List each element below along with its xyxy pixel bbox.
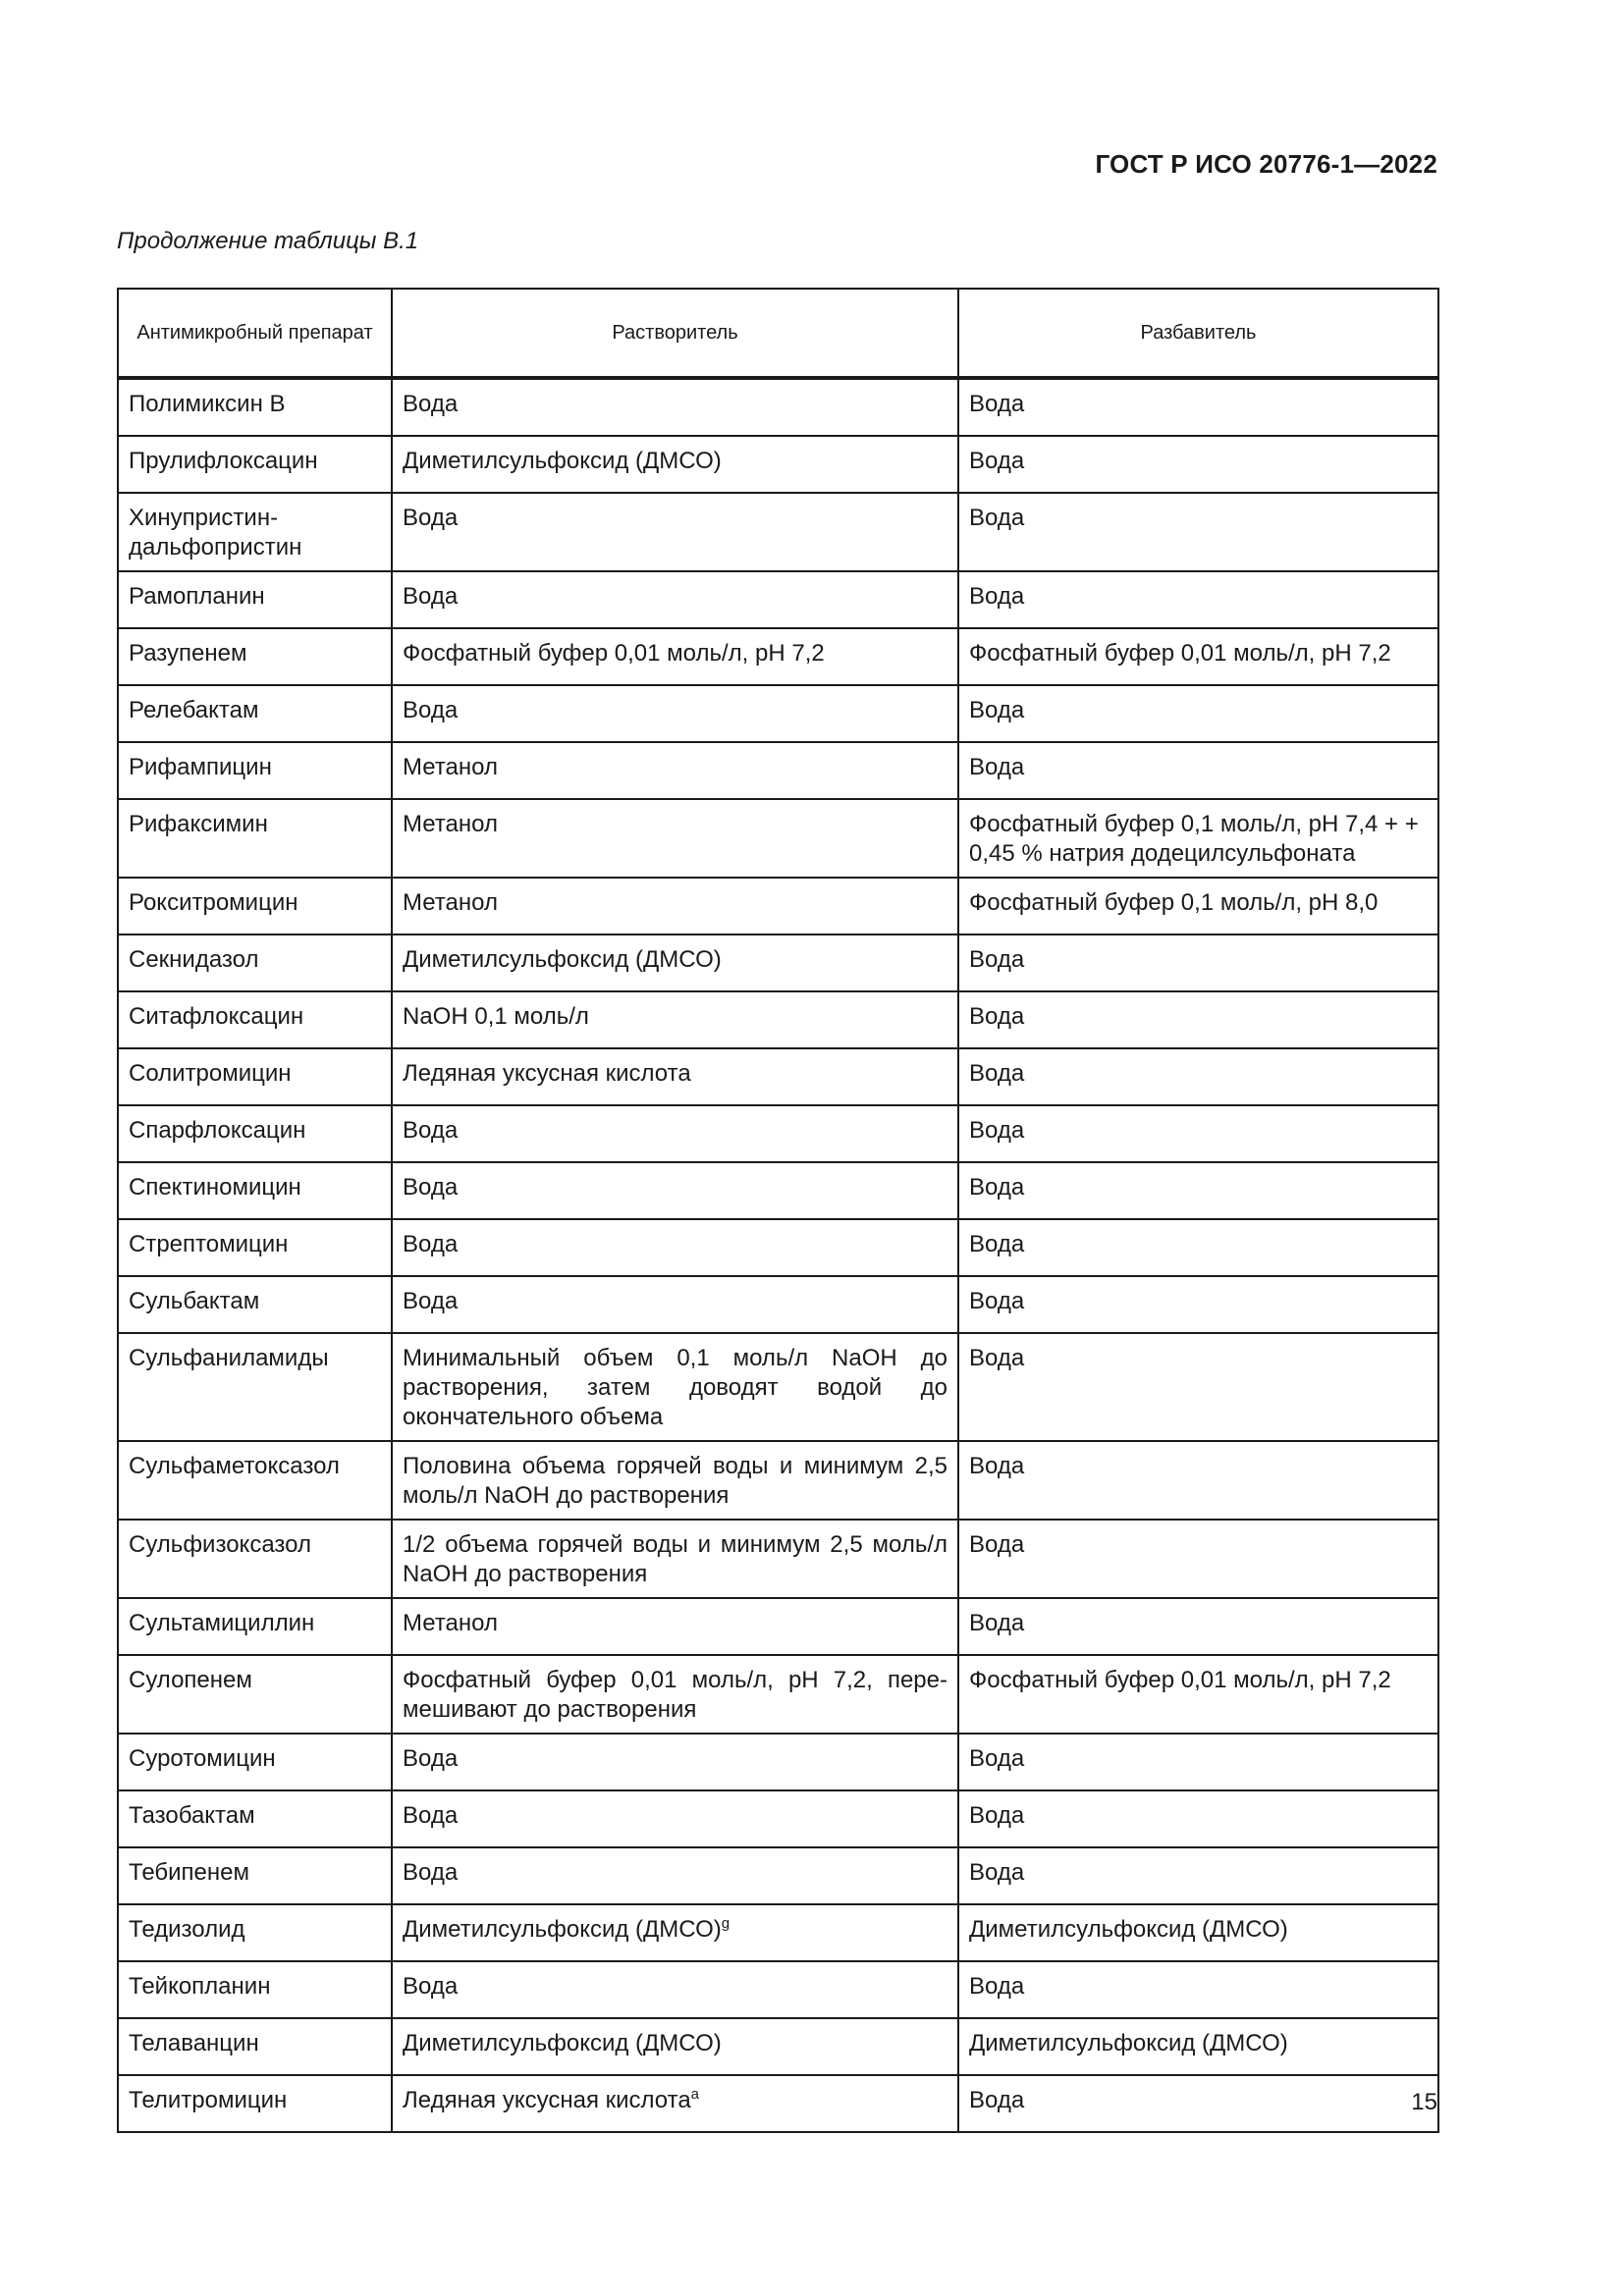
cell-diluent — [958, 1219, 1438, 1276]
cell-diluent — [958, 1598, 1438, 1655]
agent-name: Суротомицин — [129, 1745, 276, 1772]
solvent-text: Минимальный объем 0,1 моль/л NaOH до растворения, затем доводят водой до окончательного объема — [403, 1345, 947, 1430]
solvent-text: Вода — [403, 1288, 459, 1314]
table-row — [118, 2075, 1438, 2132]
diluent-text: Вода — [969, 1745, 1025, 1772]
cell-solvent — [392, 378, 958, 436]
solvent-text: Фосфатный буфер 0,01 моль/л, pH 7,2 — [403, 640, 825, 667]
cell-solvent — [392, 1219, 958, 1276]
agent-name: Тейкопланин — [129, 1973, 271, 2000]
diluent-text: Вода — [969, 1802, 1025, 1829]
solvent-text: Вода — [403, 583, 459, 610]
cell-agent — [118, 1520, 392, 1598]
cell-solvent — [392, 1961, 958, 2018]
cell-solvent — [392, 1105, 958, 1162]
table-row — [118, 1276, 1438, 1333]
cell-solvent — [392, 1048, 958, 1105]
cell-diluent — [958, 493, 1438, 571]
cell-agent — [118, 1847, 392, 1904]
solvent-text: Вода — [403, 1174, 459, 1201]
diluent-text: Вода — [969, 1345, 1025, 1371]
cell-agent — [118, 493, 392, 571]
solvent-text: Вода — [403, 391, 459, 417]
table-row — [118, 1520, 1438, 1598]
cell-diluent — [958, 571, 1438, 628]
cell-diluent — [958, 1790, 1438, 1847]
table-row — [118, 742, 1438, 799]
cell-agent — [118, 1734, 392, 1790]
diluent-text: Вода — [969, 697, 1025, 723]
diluent-text: Вода — [969, 1231, 1025, 1257]
diluent-text: Диметилсульфоксид (ДМСО) — [969, 2030, 1288, 2056]
diluent-text: Вода — [969, 754, 1025, 780]
table-row — [118, 878, 1438, 934]
table-row — [118, 1105, 1438, 1162]
cell-diluent — [958, 1847, 1438, 1904]
cell-agent — [118, 1655, 392, 1734]
table-row — [118, 1162, 1438, 1219]
agent-name: Рокситромицин — [129, 889, 298, 916]
cell-agent — [118, 1961, 392, 2018]
cell-agent — [118, 1333, 392, 1441]
diluent-text: Вода — [969, 1610, 1025, 1636]
cell-solvent — [392, 1520, 958, 1598]
cell-diluent — [958, 878, 1438, 934]
table-header-row — [118, 289, 1438, 378]
table-row — [118, 1904, 1438, 1961]
table-row — [118, 1598, 1438, 1655]
table-row — [118, 991, 1438, 1048]
cell-diluent — [958, 1105, 1438, 1162]
solvent-text: Метанол — [403, 811, 498, 837]
diluent-text: Фосфатный буфер 0,01 моль/л, pH 7,2 — [969, 1667, 1391, 1693]
diluent-text: Вода — [969, 1060, 1025, 1087]
solvent-text: Вода — [403, 505, 459, 531]
cell-agent — [118, 436, 392, 493]
agent-name: Тазобактам — [129, 1802, 255, 1829]
solvent-text: Диметилсульфоксид (ДМСО) — [403, 1916, 722, 1943]
cell-solvent — [392, 1598, 958, 1655]
diluent-text: Вода — [969, 1117, 1025, 1144]
agent-name: Солитромицин — [129, 1060, 292, 1087]
solvent-text: 1/2 объема горячей воды и минимум 2,5 моль/л NaOH до растворения — [403, 1531, 947, 1587]
agent-name: Рамопланин — [129, 583, 265, 610]
agent-name: Сулопенем — [129, 1667, 252, 1693]
cell-agent — [118, 2018, 392, 2075]
cell-solvent — [392, 628, 958, 685]
agent-name: Полимиксин В — [129, 391, 286, 417]
agent-name: Тебипенем — [129, 1859, 249, 1886]
solvent-text: Вода — [403, 1745, 459, 1772]
solvent-text: Вода — [403, 1973, 459, 2000]
cell-solvent — [392, 991, 958, 1048]
cell-agent — [118, 628, 392, 685]
agent-name: Сульбактам — [129, 1288, 260, 1314]
agent-name: Сульфаметоксазол — [129, 1453, 340, 1479]
cell-diluent — [958, 1333, 1438, 1441]
agent-name: Спектиномицин — [129, 1174, 301, 1201]
solvent-text: Диметилсульфоксид (ДМСО) — [403, 448, 722, 474]
solvent-text: Метанол — [403, 754, 498, 780]
diluent-text: Вода — [969, 583, 1025, 610]
cell-solvent — [392, 436, 958, 493]
cell-diluent — [958, 1441, 1438, 1520]
agent-name: Хинупристин-дальфопристин — [129, 505, 302, 561]
cell-diluent — [958, 742, 1438, 799]
cell-diluent — [958, 1520, 1438, 1598]
agent-name: Рифампицин — [129, 754, 272, 780]
solvent-text: Фосфатный буфер 0,01 моль/л, pH 7,2, пере-мешивают до растворения — [403, 1667, 947, 1723]
diluent-text: Вода — [969, 1859, 1025, 1886]
cell-solvent — [392, 1655, 958, 1734]
cell-solvent — [392, 934, 958, 991]
table-row — [118, 1961, 1438, 2018]
diluent-text: Вода — [969, 946, 1025, 973]
cell-agent — [118, 571, 392, 628]
table-row — [118, 934, 1438, 991]
footnote-marker: a — [690, 2086, 700, 2103]
cell-diluent — [958, 1276, 1438, 1333]
table-row — [118, 1048, 1438, 1105]
cell-agent — [118, 934, 392, 991]
column-header-diluent: Разбавитель — [958, 289, 1438, 378]
antimicrobial-solvent-table — [117, 288, 1439, 2133]
table-row — [118, 1847, 1438, 1904]
cell-solvent — [392, 878, 958, 934]
cell-solvent — [392, 1734, 958, 1790]
solvent-text: Вода — [403, 1117, 459, 1144]
table-body — [118, 378, 1438, 2132]
cell-solvent — [392, 1904, 958, 1961]
agent-name: Разупенем — [129, 640, 247, 667]
solvent-text: Вода — [403, 1802, 459, 1829]
solvent-text: Метанол — [403, 889, 498, 916]
cell-agent — [118, 2075, 392, 2132]
cell-agent — [118, 1790, 392, 1847]
agent-name: Релебактам — [129, 697, 259, 723]
cell-diluent — [958, 1904, 1438, 1961]
agent-name: Прулифлоксацин — [129, 448, 318, 474]
cell-solvent — [392, 2018, 958, 2075]
table-row — [118, 799, 1438, 878]
cell-diluent — [958, 628, 1438, 685]
cell-agent — [118, 685, 392, 742]
diluent-text: Фосфатный буфер 0,1 моль/л, pH 7,4 + + 0,45 % натрия додецилсульфоната — [969, 811, 1419, 867]
diluent-text: Вода — [969, 1288, 1025, 1314]
table-row — [118, 571, 1438, 628]
cell-solvent — [392, 742, 958, 799]
table-row — [118, 2018, 1438, 2075]
table-row — [118, 1655, 1438, 1734]
cell-solvent — [392, 1790, 958, 1847]
table-row — [118, 436, 1438, 493]
cell-solvent — [392, 799, 958, 878]
agent-name: Ситафлоксацин — [129, 1003, 304, 1030]
cell-diluent — [958, 1048, 1438, 1105]
agent-name: Рифаксимин — [129, 811, 268, 837]
document-header: ГОСТ Р ИСО 20776-1—2022 — [1095, 149, 1437, 179]
cell-agent — [118, 742, 392, 799]
agent-name: Телитромицин — [129, 2087, 288, 2113]
agent-name: Телаванцин — [129, 2030, 259, 2056]
diluent-text: Вода — [969, 1453, 1025, 1479]
solvent-text: Ледяная уксусная кислота — [403, 1060, 691, 1087]
agent-name: Стрептомицин — [129, 1231, 289, 1257]
cell-diluent — [958, 1734, 1438, 1790]
diluent-text: Вода — [969, 1003, 1025, 1030]
cell-agent — [118, 991, 392, 1048]
cell-agent — [118, 1048, 392, 1105]
cell-diluent — [958, 991, 1438, 1048]
cell-solvent — [392, 1162, 958, 1219]
agent-name: Тедизолид — [129, 1916, 245, 1943]
table-row — [118, 1734, 1438, 1790]
table-row — [118, 628, 1438, 685]
agent-name: Сульфизоксазол — [129, 1531, 311, 1558]
diluent-text: Вода — [969, 505, 1025, 531]
table-row — [118, 493, 1438, 571]
diluent-text: Фосфатный буфер 0,1 моль/л, pH 8,0 — [969, 889, 1379, 916]
diluent-text: Фосфатный буфер 0,01 моль/л, pH 7,2 — [969, 640, 1391, 667]
cell-diluent — [958, 378, 1438, 436]
cell-diluent — [958, 799, 1438, 878]
diluent-text: Вода — [969, 2087, 1025, 2113]
cell-diluent — [958, 436, 1438, 493]
cell-solvent — [392, 1847, 958, 1904]
cell-agent — [118, 1598, 392, 1655]
cell-agent — [118, 799, 392, 878]
table-row — [118, 685, 1438, 742]
table-row — [118, 1790, 1438, 1847]
solvent-text: Ледяная уксусная кислота — [403, 2087, 691, 2113]
column-header-agent: Антимикробный препарат — [118, 289, 392, 378]
agent-name: Секнидазол — [129, 946, 259, 973]
diluent-text: Вода — [969, 391, 1025, 417]
cell-agent — [118, 1219, 392, 1276]
solvent-text: Половина объема горячей воды и минимум 2,5 моль/л NaOH до растворения — [403, 1453, 947, 1509]
solvent-text: Вода — [403, 1859, 459, 1886]
footnote-marker: g — [721, 1915, 731, 1932]
cell-diluent — [958, 685, 1438, 742]
cell-solvent — [392, 2075, 958, 2132]
solvent-text: Диметилсульфоксид (ДМСО) — [403, 2030, 722, 2056]
cell-diluent — [958, 1162, 1438, 1219]
diluent-text: Вода — [969, 1531, 1025, 1558]
cell-diluent — [958, 1655, 1438, 1734]
cell-agent — [118, 1441, 392, 1520]
table-caption: Продолжение таблицы В.1 — [117, 228, 419, 254]
cell-diluent — [958, 2018, 1438, 2075]
agent-name: Сультамициллин — [129, 1610, 315, 1636]
solvent-text: Метанол — [403, 1610, 498, 1636]
column-header-solvent: Растворитель — [392, 289, 958, 378]
cell-diluent — [958, 2075, 1438, 2132]
agent-name: Сульфаниламиды — [129, 1345, 329, 1371]
diluent-text: Вода — [969, 1973, 1025, 2000]
solvent-text: NaOH 0,1 моль/л — [403, 1003, 589, 1030]
page-number: 15 — [1411, 2089, 1437, 2115]
table-row — [118, 1219, 1438, 1276]
diluent-text: Диметилсульфоксид (ДМСО) — [969, 1916, 1288, 1943]
cell-agent — [118, 1276, 392, 1333]
diluent-text: Вода — [969, 1174, 1025, 1201]
cell-agent — [118, 1105, 392, 1162]
solvent-text: Вода — [403, 697, 459, 723]
cell-agent — [118, 878, 392, 934]
diluent-text: Вода — [969, 448, 1025, 474]
cell-agent — [118, 1162, 392, 1219]
cell-agent — [118, 378, 392, 436]
cell-diluent — [958, 1961, 1438, 2018]
table-row — [118, 1441, 1438, 1520]
table-row — [118, 1333, 1438, 1441]
cell-solvent — [392, 685, 958, 742]
cell-solvent — [392, 1333, 958, 1441]
solvent-text: Диметилсульфоксид (ДМСО) — [403, 946, 722, 973]
cell-solvent — [392, 493, 958, 571]
cell-solvent — [392, 1441, 958, 1520]
solvent-text: Вода — [403, 1231, 459, 1257]
table-row — [118, 378, 1438, 436]
cell-solvent — [392, 571, 958, 628]
cell-solvent — [392, 1276, 958, 1333]
cell-diluent — [958, 934, 1438, 991]
cell-agent — [118, 1904, 392, 1961]
agent-name: Спарфлоксацин — [129, 1117, 306, 1144]
